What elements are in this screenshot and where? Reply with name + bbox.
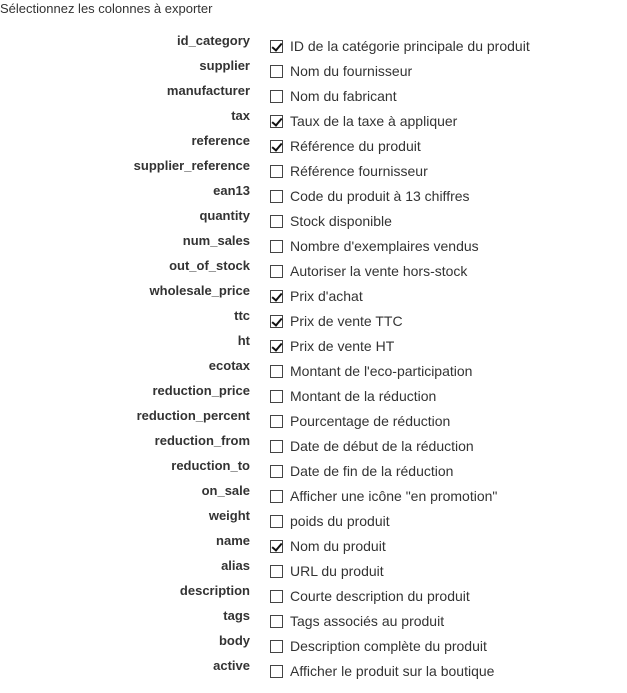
column-option-ht[interactable] <box>270 338 394 354</box>
column-description: Date de début de la réduction <box>290 438 474 454</box>
column-key-label: quantity <box>199 208 250 223</box>
column-description: Tags associés au produit <box>290 613 445 629</box>
column-row-supplier_reference <box>0 158 627 183</box>
checkbox-wholesale_price[interactable] <box>270 290 283 303</box>
column-description: Montant de l'eco-participation <box>290 363 473 379</box>
export-columns-list <box>0 33 627 683</box>
checkbox-weight[interactable] <box>270 515 283 528</box>
column-option-supplier_reference[interactable] <box>270 163 428 179</box>
checkbox-id_category[interactable] <box>270 40 283 53</box>
column-key-label: id_category <box>177 33 250 48</box>
column-row-reduction_price <box>0 383 627 408</box>
checkbox-active[interactable] <box>270 665 283 678</box>
checkbox-description[interactable] <box>270 590 283 603</box>
column-key-label: manufacturer <box>166 83 250 98</box>
column-description: Référence du produit <box>290 138 421 154</box>
checkbox-reduction_percent[interactable] <box>270 415 283 428</box>
column-key-label: out_of_stock <box>169 258 250 273</box>
column-option-reduction_from[interactable] <box>270 438 474 454</box>
column-option-alias[interactable] <box>270 563 384 579</box>
column-description: Nom du fabricant <box>290 88 397 104</box>
column-row-tags <box>0 608 627 633</box>
column-row-weight <box>0 508 627 533</box>
column-option-id_category[interactable] <box>270 38 530 54</box>
checkbox-reduction_price[interactable] <box>270 390 283 403</box>
column-option-description[interactable] <box>270 588 470 604</box>
column-key-label: alias <box>221 558 250 573</box>
column-description: Référence fournisseur <box>290 163 428 179</box>
checkmark-icon <box>271 315 282 327</box>
checkmark-icon <box>271 40 282 52</box>
column-option-out_of_stock[interactable] <box>270 263 467 279</box>
column-key-label: name <box>216 533 250 548</box>
column-description: poids du produit <box>290 513 390 529</box>
column-key-label: wholesale_price <box>149 283 250 298</box>
column-description: Date de fin de la réduction <box>290 463 454 479</box>
column-description: Pourcentage de réduction <box>290 413 451 429</box>
column-row-name <box>0 533 627 558</box>
checkbox-body[interactable] <box>270 640 283 653</box>
column-row-active <box>0 658 627 683</box>
column-option-body[interactable] <box>270 638 487 654</box>
checkbox-reference[interactable] <box>270 140 283 153</box>
column-description: Afficher le produit sur la boutique <box>290 663 495 679</box>
checkbox-reduction_from[interactable] <box>270 440 283 453</box>
column-key-label: ttc <box>234 308 250 323</box>
column-row-alias <box>0 558 627 583</box>
checkbox-tax[interactable] <box>270 115 283 128</box>
column-row-ean13 <box>0 183 627 208</box>
column-option-ecotax[interactable] <box>270 363 472 379</box>
column-key-label: reduction_to <box>171 458 250 473</box>
checkbox-on_sale[interactable] <box>270 490 283 503</box>
column-row-id_category <box>0 33 627 58</box>
column-key-label: supplier <box>199 58 250 73</box>
column-key-label: tax <box>231 108 250 123</box>
column-option-tags[interactable] <box>270 613 444 629</box>
checkbox-ecotax[interactable] <box>270 365 283 378</box>
column-option-wholesale_price[interactable] <box>270 288 363 304</box>
checkbox-manufacturer[interactable] <box>270 90 283 103</box>
column-row-supplier <box>0 58 627 83</box>
column-option-tax[interactable] <box>270 113 457 129</box>
checkbox-supplier[interactable] <box>270 65 283 78</box>
export-columns-heading: Sélectionnez les colonnes à exporter <box>0 1 213 16</box>
column-description: Description complète du produit <box>290 638 487 654</box>
column-description: Prix de vente HT <box>290 338 395 354</box>
column-row-wholesale_price <box>0 283 627 308</box>
checkmark-icon <box>271 140 282 152</box>
checkmark-icon <box>271 340 282 352</box>
checkbox-out_of_stock[interactable] <box>270 265 283 278</box>
checkbox-supplier_reference[interactable] <box>270 165 283 178</box>
column-description: Montant de la réduction <box>290 388 437 404</box>
column-description: Nom du produit <box>290 538 386 554</box>
column-key-label: tags <box>223 608 250 623</box>
column-option-manufacturer[interactable] <box>270 88 397 104</box>
column-key-label: num_sales <box>182 233 250 248</box>
column-option-weight[interactable] <box>270 513 390 529</box>
column-description: Autoriser la vente hors-stock <box>290 263 468 279</box>
checkbox-name[interactable] <box>270 540 283 553</box>
checkbox-alias[interactable] <box>270 565 283 578</box>
column-description: ID de la catégorie principale du produit <box>290 38 530 54</box>
column-row-quantity <box>0 208 627 233</box>
column-row-manufacturer <box>0 83 627 108</box>
column-description: Courte description du produit <box>290 588 470 604</box>
column-option-supplier[interactable] <box>270 63 412 79</box>
column-option-ttc[interactable] <box>270 313 403 329</box>
column-row-body <box>0 633 627 658</box>
column-row-ttc <box>0 308 627 333</box>
column-key-label: reference <box>191 133 250 148</box>
column-description: Nom du fournisseur <box>290 63 413 79</box>
column-row-description <box>0 583 627 608</box>
column-row-reduction_to <box>0 458 627 483</box>
column-row-reference <box>0 133 627 158</box>
column-option-num_sales[interactable] <box>270 238 479 254</box>
checkbox-ean13[interactable] <box>270 190 283 203</box>
column-row-on_sale <box>0 483 627 508</box>
column-key-label: ecotax <box>208 358 250 373</box>
column-description: URL du produit <box>290 563 384 579</box>
checkmark-icon <box>271 115 282 127</box>
checkbox-reduction_to[interactable] <box>270 465 283 478</box>
checkmark-icon <box>271 540 282 552</box>
column-option-reduction_percent[interactable] <box>270 413 450 429</box>
checkbox-ttc[interactable] <box>270 315 283 328</box>
column-key-label: reduction_from <box>154 433 250 448</box>
column-key-label: weight <box>208 508 250 523</box>
column-key-label: description <box>179 583 250 598</box>
column-key-label: body <box>218 633 250 648</box>
column-description: Nombre d'exemplaires vendus <box>290 238 479 254</box>
column-description: Code du produit à 13 chiffres <box>290 188 470 204</box>
column-description: Afficher une icône "en promotion" <box>290 488 498 504</box>
checkbox-quantity[interactable] <box>270 215 283 228</box>
column-option-active[interactable] <box>270 663 494 679</box>
column-key-label: supplier_reference <box>133 158 250 173</box>
column-key-label: on_sale <box>201 483 250 498</box>
column-option-reference[interactable] <box>270 138 421 154</box>
column-row-out_of_stock <box>0 258 627 283</box>
column-description: Prix de vente TTC <box>290 313 403 329</box>
column-key-label: reduction_price <box>152 383 250 398</box>
column-row-ht <box>0 333 627 358</box>
column-key-label: active <box>213 658 250 673</box>
column-option-name[interactable] <box>270 538 386 554</box>
column-option-quantity[interactable] <box>270 213 392 229</box>
column-row-reduction_from <box>0 433 627 458</box>
checkbox-ht[interactable] <box>270 340 283 353</box>
column-option-reduction_price[interactable] <box>270 388 436 404</box>
column-row-reduction_percent <box>0 408 627 433</box>
checkmark-icon <box>271 290 282 302</box>
checkbox-tags[interactable] <box>270 615 283 628</box>
column-option-on_sale[interactable] <box>270 488 497 504</box>
column-description: Stock disponible <box>290 213 392 229</box>
column-key-label: ean13 <box>213 183 250 198</box>
checkbox-num_sales[interactable] <box>270 240 283 253</box>
column-description: Taux de la taxe à appliquer <box>290 113 458 129</box>
column-key-label: ht <box>237 333 250 348</box>
column-option-ean13[interactable] <box>270 188 470 204</box>
column-option-reduction_to[interactable] <box>270 463 453 479</box>
column-row-ecotax <box>0 358 627 383</box>
column-row-tax <box>0 108 627 133</box>
column-description: Prix d'achat <box>290 288 363 304</box>
column-row-num_sales <box>0 233 627 258</box>
column-key-label: reduction_percent <box>136 408 250 423</box>
